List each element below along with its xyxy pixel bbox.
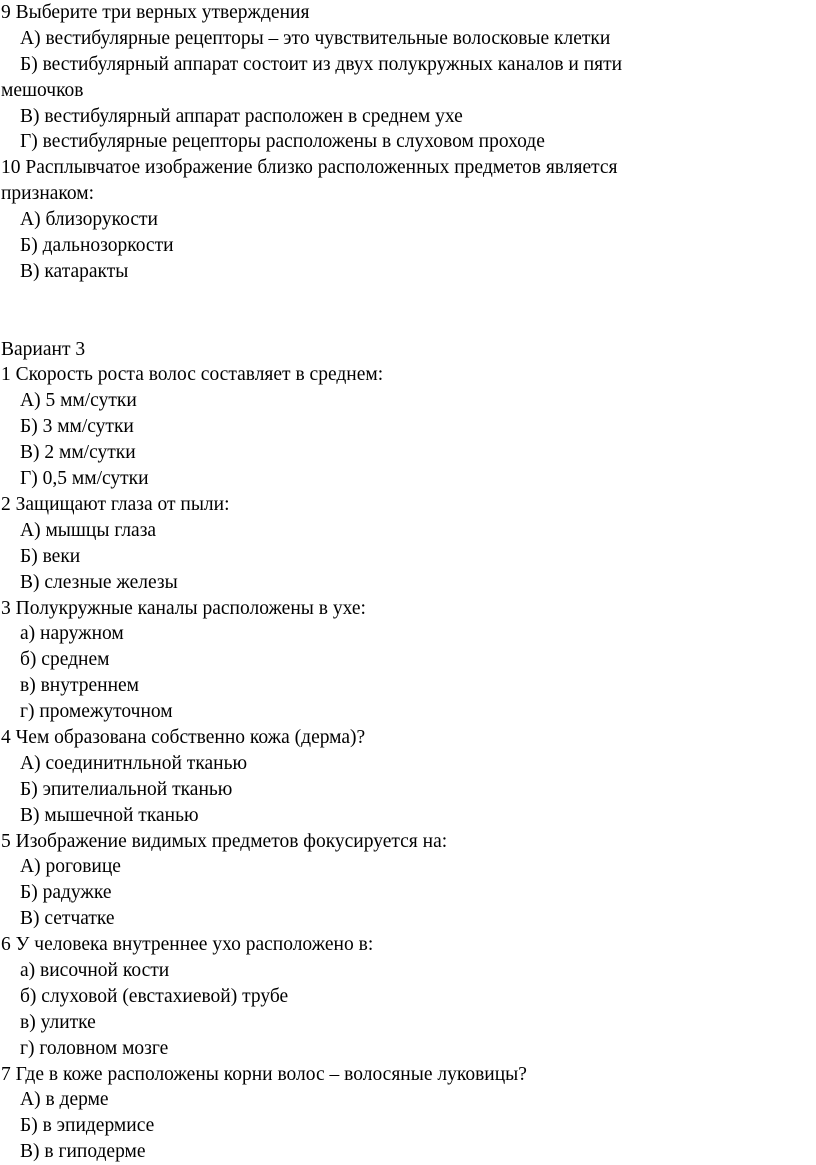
- question-group-previous: [1, 0, 813, 285]
- question-number: 3: [1, 597, 11, 619]
- answer-option: Г) вестибулярные рецепторы расположены в слуховом проходе: [20, 131, 545, 153]
- answer-option: г) головном мозге: [20, 1037, 169, 1059]
- section-gap: [1, 285, 813, 337]
- question-text: [1, 492, 813, 518]
- answer-option: В) сетчатке: [20, 908, 115, 930]
- question-prompt: Чем образована собственно кожа (дерма)?: [15, 726, 366, 748]
- question-number: 9: [1, 2, 11, 23]
- question-block: [1, 362, 813, 491]
- answer-option: А) мышцы глаза: [20, 519, 157, 541]
- question-number: 4: [1, 726, 11, 748]
- answer-option: Б) радужке: [20, 882, 112, 904]
- question-prompt: Изображение видимых предметов фокусируется на:: [15, 830, 448, 852]
- answer-option: в) внутреннем: [20, 675, 139, 697]
- question-number: 5: [1, 830, 11, 852]
- answer-option: Б) дальнозоркости: [20, 235, 174, 257]
- question-prompt: Выберите три верных утверждения: [15, 2, 310, 23]
- answer-option: В) 2 мм/сутки: [20, 442, 136, 464]
- variant-title: Вариант 3: [1, 338, 86, 360]
- answer-option: В) слезные железы: [20, 571, 178, 593]
- question-prompt: Скорость роста волос составляет в среднем:: [15, 364, 384, 386]
- question-block: [1, 1062, 813, 1165]
- question-group-variant-3: [1, 362, 813, 1165]
- question-number: 1: [1, 364, 11, 386]
- answer-option: Б) вестибулярный аппарат состоит из двух полукружных каналов и пяти: [20, 53, 623, 75]
- answer-option: В) вестибулярный аппарат расположен в среднем ухе: [20, 105, 463, 127]
- question-prompt: Где в коже расположены корни волос – волосяные луковицы?: [15, 1063, 527, 1085]
- question-number: 10: [1, 157, 21, 179]
- answer-option: г) промежуточном: [20, 701, 173, 723]
- question-text: [1, 155, 813, 181]
- answer-option: В) катаракты: [20, 260, 129, 282]
- answer-option: А) вестибулярные рецепторы – это чувствительные волосковые клетки: [20, 27, 611, 49]
- question-block: [1, 0, 813, 155]
- answer-option: Б) в эпидермисе: [20, 1115, 155, 1137]
- question-text: [1, 1062, 813, 1088]
- question-text: [1, 0, 813, 26]
- answer-option: В) мышечной тканью: [20, 804, 199, 826]
- answer-option: Г) 0,5 мм/сутки: [20, 468, 149, 490]
- question-block: [1, 829, 813, 933]
- answer-option: б) среднем: [20, 649, 110, 671]
- question-text: [1, 362, 813, 388]
- answer-option: Б) 3 мм/сутки: [20, 416, 134, 438]
- question-text: [1, 725, 813, 751]
- answer-option: А) соединитнльной тканью: [20, 752, 248, 774]
- question-number: 6: [1, 934, 11, 956]
- answer-option: В) в гиподерме: [20, 1141, 146, 1163]
- answer-option-continued: мешочков: [1, 79, 84, 101]
- question-block: [1, 155, 813, 284]
- question-prompt: Расплывчатое изображение близко расположенных предметов является: [25, 157, 618, 179]
- question-block: [1, 932, 813, 1061]
- answer-option: Б) эпителиальной тканью: [20, 778, 233, 800]
- answer-option: А) роговице: [20, 856, 121, 878]
- question-block: [1, 725, 813, 829]
- question-prompt-continued: признаком:: [1, 183, 95, 205]
- answer-option: а) височной кости: [20, 959, 170, 981]
- question-prompt: Защищают глаза от пыли:: [15, 493, 230, 515]
- answer-option: а) наружном: [20, 623, 124, 645]
- question-text: [1, 596, 813, 622]
- document-page: [1, 0, 813, 1165]
- question-block: [1, 492, 813, 596]
- answer-option: Б) веки: [20, 545, 81, 567]
- question-block: [1, 596, 813, 725]
- answer-option: б) слуховой (евстахиевой) трубе: [20, 985, 289, 1007]
- question-text: [1, 932, 813, 958]
- answer-option: А) 5 мм/сутки: [20, 390, 137, 412]
- question-number: 7: [1, 1063, 11, 1085]
- answer-option: в) улитке: [20, 1011, 96, 1033]
- question-prompt: Полукружные каналы расположены в ухе:: [15, 597, 366, 619]
- answer-option: А) в дерме: [20, 1089, 109, 1111]
- answer-option: А) близорукости: [20, 209, 158, 231]
- question-prompt: У человека внутреннее ухо расположено в:: [15, 934, 374, 956]
- question-text: [1, 829, 813, 855]
- question-number: 2: [1, 493, 11, 515]
